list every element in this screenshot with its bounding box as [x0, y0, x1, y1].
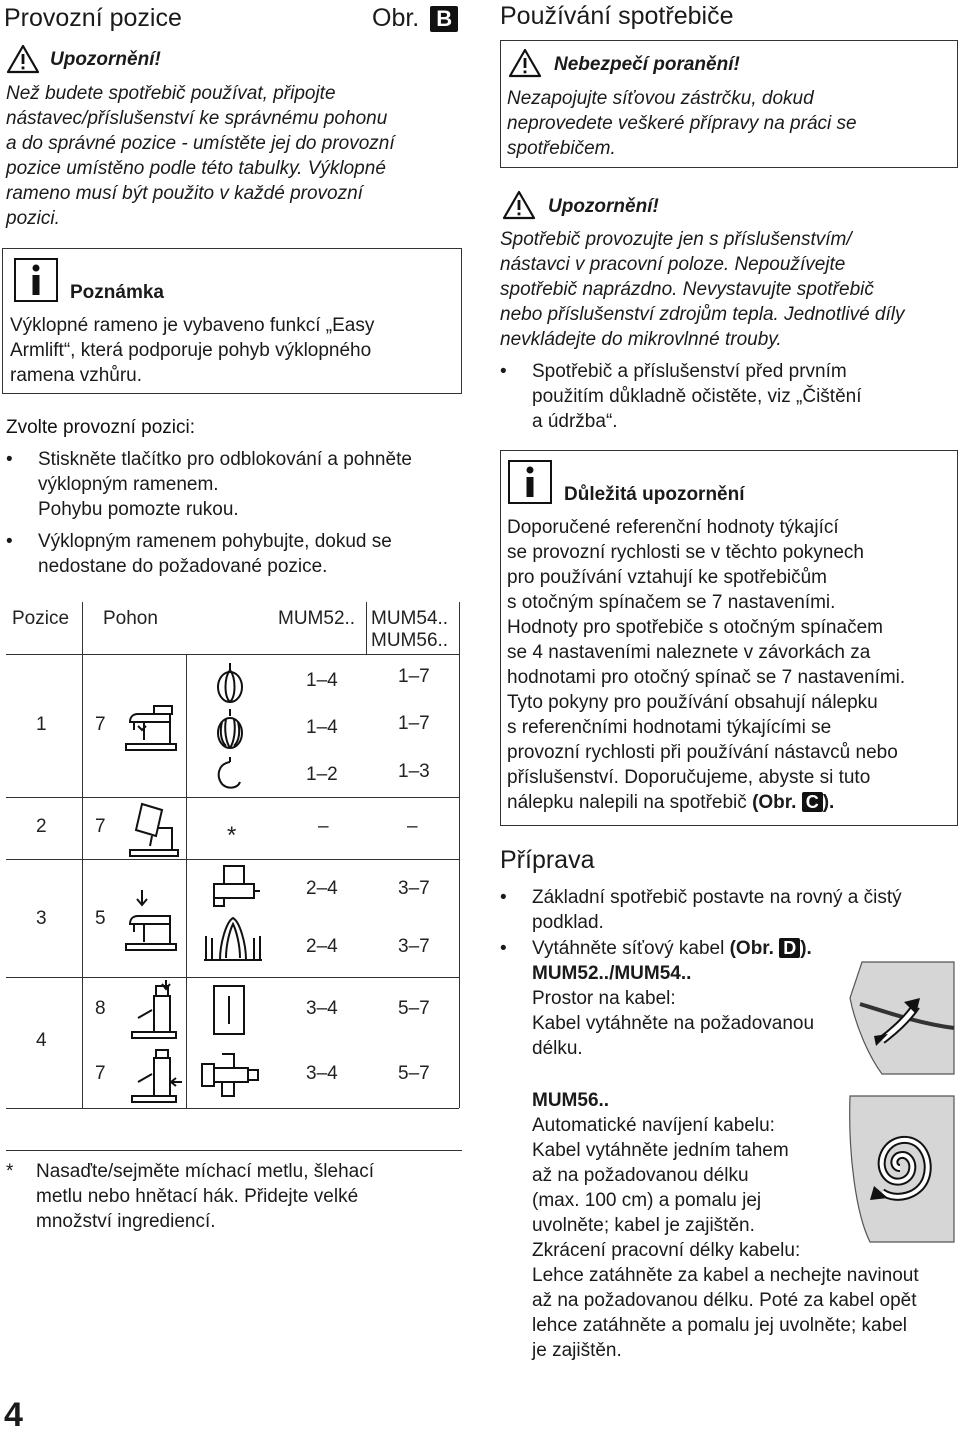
footnote-star-marker: * [227, 822, 237, 849]
text-line: Nasaďte/sejměte míchací metlu, šlehací [36, 1161, 374, 1182]
fig-letter-badge: D [779, 938, 800, 958]
fig-prefix: Obr. [372, 4, 420, 32]
info-icon [508, 460, 552, 504]
right-warning-title: Upozornění! [548, 196, 659, 217]
prep-title: Příprava [500, 846, 595, 874]
text-fragment: nálepku nalepili na spotřebič [507, 792, 747, 813]
text-line: Lehce zatáhněte za kabel a nechejte navinout [532, 1265, 919, 1286]
speed-mum52: 2–4 [306, 878, 338, 899]
text-line: pozice umístěno podle této tabulky. Výklopné [6, 158, 386, 179]
fig-prefix: (Obr. [729, 938, 774, 959]
list-item [500, 359, 956, 437]
speed-mum54-56: 1–7 [398, 713, 430, 734]
text-line: podklad. [532, 912, 604, 933]
text-line: Výklopné rameno je vybaveno funkcí „Easy [10, 315, 375, 336]
text-line: Základní spotřebič postavte na rovný a čistý [532, 887, 902, 908]
table-rule [366, 602, 367, 655]
row-drive: 7 [95, 816, 106, 837]
row-position: 3 [36, 908, 47, 929]
warning-triangle-icon [508, 48, 542, 78]
danger-text [507, 86, 947, 161]
left-warning-title: Upozornění! [50, 49, 161, 70]
list-item-text [38, 447, 412, 522]
model-label: MUM52../MUM54.. [532, 963, 692, 984]
text-line: Nezapojujte síťovou zástrčku, dokud [507, 88, 814, 109]
bullet-dot: • [500, 887, 507, 908]
text-line: množství ingrediencí. [36, 1211, 216, 1232]
col-header-mum54: MUM54.. [371, 608, 449, 629]
row-position: 2 [36, 816, 47, 837]
text-line: je zajištěn. [532, 1340, 622, 1361]
speed-mum52: 1–4 [306, 670, 338, 691]
text-line: Kabel vytáhněte jedním tahem [532, 1140, 789, 1161]
warning-triangle-icon [6, 44, 40, 74]
table-rule [6, 654, 459, 655]
table-rule [6, 797, 459, 798]
text-line: se provozní rychlosti se v těchto pokynech [507, 542, 864, 563]
text-line: až na požadovanou délku [532, 1165, 749, 1186]
text-line: provozní rychlosti při používání nástavců nebo [507, 742, 898, 763]
bullet-dot: • [500, 361, 507, 382]
right-page-title: Používání spotřebiče [500, 2, 734, 30]
list-item-text [532, 359, 862, 434]
mixer-position-icon [130, 1046, 186, 1104]
text-line: metlu nebo hnětací hák. Přidejte velké [36, 1186, 359, 1207]
text-line: nevkládejte do mikrovlnné trouby. [500, 329, 782, 350]
list-item [6, 447, 456, 527]
text-line [507, 790, 952, 815]
model-label: MUM56.. [532, 1090, 610, 1111]
table-rule [459, 602, 460, 1108]
table-rule [6, 859, 459, 860]
important-text [507, 515, 952, 815]
bullet-dot: • [6, 449, 13, 470]
dough-hook-icon [212, 756, 248, 792]
text-line: Automatické navíjení kabelu: [532, 1115, 775, 1136]
list-item-text [532, 885, 902, 935]
whisk-icon [212, 662, 248, 704]
text-line: Než budete spotřebič používat, připojte [6, 83, 336, 104]
fig-letter-badge: C [802, 792, 823, 812]
left-page-title: Provozní pozice [4, 4, 182, 32]
text-line: Doporučené referenční hodnoty týkající [507, 517, 839, 538]
text-line: Hodnoty pro spotřebiče s otočným spínačem [507, 617, 883, 638]
speed-mum52: – [318, 816, 329, 837]
list-item [500, 885, 956, 937]
fig-suffix: ). [822, 792, 835, 813]
text-line: s otočným spínačem se 7 nastaveními. [507, 592, 836, 613]
note-text [10, 313, 450, 388]
speed-mum52: 1–4 [306, 717, 338, 738]
text-line: uvolněte; kabel je zajištěn. [532, 1215, 755, 1236]
text-line: hodnotami pro otočný spínač se 7 nastaveními. [507, 667, 906, 688]
col-header-drive: Pohon [103, 608, 158, 629]
text-line: lehce zatáhněte a pomalu jej uvolněte; kabel [532, 1315, 907, 1336]
text-line: s referenčními hodnotami týkajícími se [507, 717, 832, 738]
page-number: 4 [4, 1396, 23, 1434]
text-line: Pohybu pomozte rukou. [38, 499, 239, 520]
table-rule [6, 977, 459, 978]
speed-mum54-56: 1–3 [398, 761, 430, 782]
text-line: Stiskněte tlačítko pro odblokování a pohněte [38, 449, 412, 470]
text-line: a údržba“. [532, 411, 618, 432]
list-item-text [532, 936, 814, 1061]
col-header-mum52: MUM52.. [278, 608, 356, 629]
speed-mum54-56: – [407, 816, 418, 837]
cable-rewind-icon [840, 1094, 956, 1244]
mixer-position-icon [124, 888, 182, 954]
text-line: Kabel vytáhněte na požadovanou [532, 1013, 815, 1034]
speed-mum54-56: 5–7 [398, 998, 430, 1019]
speed-mum52: 1–2 [306, 764, 338, 785]
text-line: neprovedete veškeré přípravy na práci se [507, 113, 857, 134]
text-line: výklopným ramenem. [38, 474, 219, 495]
text-line: pro používání vztahují ke spotřebičům [507, 567, 828, 588]
speed-mum54-56: 1–7 [398, 666, 430, 687]
speed-mum54-56: 5–7 [398, 1063, 430, 1084]
right-warning-text [500, 227, 956, 352]
left-warning-text [6, 81, 456, 231]
speed-mum52: 3–4 [306, 1063, 338, 1084]
table-rule [6, 1108, 459, 1109]
mixer-position-icon [128, 800, 184, 858]
speed-mum52: 2–4 [306, 936, 338, 957]
meat-grinder-icon [206, 864, 262, 910]
warning-triangle-icon [502, 190, 536, 220]
list-item-text [38, 529, 392, 579]
text-line: příslušenství. Doporučujeme, abyste si tuto [507, 767, 871, 788]
text-line [532, 936, 814, 961]
text-line: (max. 100 cm) a pomalu jej [532, 1190, 762, 1211]
text-line: a do správné pozice - umístěte jej do provozní [6, 133, 395, 154]
list-item [6, 529, 456, 581]
fig-letter-badge: B [430, 6, 458, 32]
note-title: Poznámka [70, 282, 164, 303]
text-line: Zkrácení pracovní délky kabelu: [532, 1240, 801, 1261]
row-drive: 5 [95, 908, 106, 929]
footnote-rule [6, 1150, 462, 1151]
footnote-marker: * [6, 1161, 14, 1182]
row-position: 1 [36, 714, 47, 735]
beater-icon [212, 708, 248, 750]
text-line: Tyto pokyny pro používání obsahují nálepku [507, 692, 878, 713]
speed-mum54-56: 3–7 [398, 878, 430, 899]
text-fragment: Vytáhněte síťový kabel [532, 938, 725, 959]
footnote-text [36, 1159, 456, 1234]
text-line: až na požadovanou délku. Poté za kabel opět [532, 1290, 917, 1311]
row-position: 4 [36, 1030, 47, 1051]
text-line: spotřebičem. [507, 138, 616, 159]
bullet-dot: • [6, 531, 13, 552]
speed-mum54-56: 3–7 [398, 936, 430, 957]
mixer-position-icon [124, 700, 182, 754]
fig-suffix: ). [800, 938, 812, 959]
text-line: spotřebič naprázdno. Nevystavujte spotřebič [500, 279, 874, 300]
danger-title: Nebezpečí poranění! [554, 54, 740, 75]
mixer-position-icon [130, 978, 182, 1040]
col-header-position: Pozice [12, 608, 70, 629]
table-rule [82, 602, 83, 1108]
text-line: ramena vzhůru. [10, 365, 143, 386]
text-line: nástavec/příslušenství ke správnému pohonu [6, 108, 388, 129]
row-drive: 7 [95, 714, 106, 735]
important-title: Důležitá upozornění [564, 484, 745, 505]
speed-mum52: 3–4 [306, 998, 338, 1019]
table-rule [186, 655, 187, 1108]
citrus-press-icon [202, 914, 264, 964]
row-drive: 7 [95, 1063, 106, 1084]
text-line: Spotřebič provozujte jen s příslušenstvím/ [500, 229, 852, 250]
fig-prefix: (Obr. [752, 792, 797, 813]
food-processor-icon [200, 1052, 262, 1098]
text-line: Výklopným ramenem pohybujte, dokud se [38, 531, 392, 552]
text-line: rameno musí být použito v každé provozní [6, 183, 363, 204]
text-line: nástavci v pracovní poloze. Nepoužívejte [500, 254, 846, 275]
text-line: se 4 nastaveními naleznete v závorkách za [507, 642, 871, 663]
text-line: nebo příslušenství zdrojům tepla. Jednotlivé díly [500, 304, 905, 325]
list-item [500, 936, 860, 1066]
text-line: Armlift“, která podporuje pohyb výklopného [10, 340, 372, 361]
text-line: délku. [532, 1038, 583, 1059]
info-icon [14, 258, 58, 302]
text-line: pozici. [6, 208, 60, 229]
col-header-mum56: MUM56.. [371, 630, 449, 651]
fig-reference [372, 4, 458, 33]
bullet-dot: • [500, 938, 507, 959]
blender-icon [212, 984, 246, 1036]
text-line: nedostane do požadované pozice. [38, 556, 328, 577]
text-line: použitím důkladně očistěte, viz „Čištění [532, 386, 862, 407]
select-position-heading: Zvolte provozní pozici: [6, 417, 196, 438]
cable-pull-icon [842, 958, 958, 1078]
text-line: Spotřebič a příslušenství před prvním [532, 361, 847, 382]
row-drive: 8 [95, 998, 106, 1019]
text-line: Prostor na kabel: [532, 988, 676, 1009]
